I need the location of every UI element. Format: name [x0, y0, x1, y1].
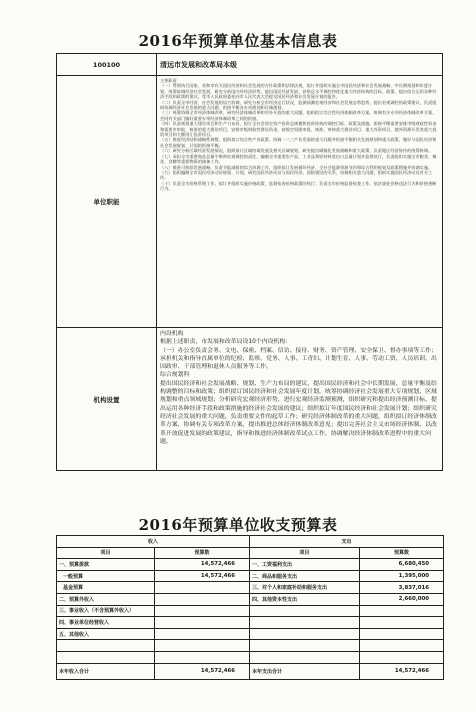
expense-header: 支出 [250, 536, 444, 548]
inst-para: 根据上述职责，市发展和改革局设10个内设机构： [160, 339, 292, 346]
table-row [57, 570, 444, 582]
expense-total: 14,572,466 [360, 663, 444, 679]
income-amount [155, 640, 250, 652]
expense-item-label [250, 628, 360, 640]
income-amount-header: 预算数 [155, 547, 250, 559]
income-item-label: 四、事业单位经营收入 [57, 617, 155, 629]
basic-info-table [56, 53, 443, 471]
inst-para: 综合规划科 [160, 372, 190, 379]
expense-amount [360, 640, 444, 652]
duty-para: （二）负责全市经济、社会发展的综合协调，研究分析全市经济运行状况，监测预测宏观经济和社会发展态势趋势，提出宏观调控的政策建议，负责组织协调经济社会发展的重大问题，衔接平衡各专项规划和区域规划。 [160, 99, 437, 111]
income-item-header: 项目 [57, 547, 155, 559]
duty-para: （五）推进经济结构战略性调整，组织拟订综合性产业政策，协调一二三产业发展的重大问题并衔接平衡相关发展规划和重大政策，做好与国民经济和社会发展规划、计划的衔接平衡。 [160, 137, 437, 148]
income-item-label: 一般预算 [57, 570, 155, 582]
income-amount: 14,572,466 [155, 570, 250, 582]
income-item-label [57, 651, 155, 663]
duty-para: （七）承担全市重要商品总量平衡和宏观调控的责任，编制全市重要农产品、工业品和原材料进出口总量计划并监督执行，负责组织实施全市粮食、棉花、食糖等重要物资的储备工作。 [160, 153, 437, 165]
inst-para: 内设机构 [160, 331, 184, 337]
inst-text [157, 328, 443, 471]
income-item-label: 五、其他收入 [57, 628, 155, 640]
expense-item-label [250, 640, 360, 652]
duty-para: 主要职责 [160, 78, 177, 83]
expense-amount: 2,660,000 [360, 593, 444, 605]
table-row [57, 605, 444, 617]
duty-para: （十）负责全市价格管理工作，拟订并组织实施价格政策，监督检查价格政策的执行；负责全市价格监督检查工作，依法查处价格违法行为和价格垄断行为。 [160, 180, 437, 192]
expense-amount-header: 预算数 [360, 547, 444, 559]
income-item-label: 基金预算 [57, 582, 155, 594]
page-title: 2016年预算单位基本信息表 [138, 32, 338, 50]
expense-amount [360, 617, 444, 629]
expense-total-label: 本年支出合计 [250, 663, 360, 679]
income-item-label [57, 640, 155, 652]
duty-para: （六）研究分析区域经济发展情况，组织拟订区域协调发展及相关区域规划，研究提出城镇化发展战略和重大政策，负责地区经济协作的统筹协调。 [160, 148, 433, 154]
expense-item-label [250, 605, 360, 617]
expense-amount [360, 605, 444, 617]
income-amount [155, 617, 250, 629]
unit-code: 100100 [57, 54, 157, 76]
duty-para: （九）组织编制全市国民经济动员规划、计划，研究国民经济动员与国民经济、国防建设的关系，协调相关重大问题，组织实施国民经济动员有关工作。 [160, 169, 433, 181]
table-row [57, 640, 444, 652]
expense-amount: 3,837,016 [360, 582, 444, 594]
income-header: 收入 [57, 536, 250, 548]
income-amount [155, 593, 250, 605]
table-row [57, 593, 444, 605]
income-amount [155, 605, 250, 617]
inst-para: （一）办公室负责会务、文电、保密、档案、信访、接待、财务、资产管理、安全保卫、督办事项等工作；承担机关和指导直属单位的纪检、监察、党务、人事、工青妇、计划生育、人事、劳动工资、人员培训、出国政审、干部管理和退休人员服务等工作。 [160, 347, 437, 371]
inst-label: 机构设置 [57, 328, 157, 471]
duty-para: （三）统筹协调全市经济体制改革，研究经济体制改革和对外开放的重大问题，组织拟订综合性经济体制改革方案，协调有关专项经济体制改革方案，会同有关部门搞好重要专项经济体制改革之间的衔接。 [160, 110, 437, 121]
expense-amount: 1,395,000 [360, 570, 444, 582]
income-item-label: 三、事业收入（不含预算外收入） [57, 605, 155, 617]
income-amount [155, 651, 250, 663]
duty-para: （一）贯彻执行国家、省和市有关国民经济和社会发展的方针政策和法律法规，拟订并组织实施全市国民经济和社会发展战略、中长期规划和年度计划，统筹协调经济社会发展，研究分析国内外经济形势，提出国民经济发展、价格总水平调控和优化重大经济结构的目标、政策，提出综合运用各种经济手段和政策的建议；受市人民政府委托向市人民代表大会提交国民经济和社会发展计划的报告。 [160, 83, 437, 100]
income-item-label: 一、预算拨款 [57, 559, 155, 571]
income-amount: 14,572,466 [155, 559, 250, 571]
duty-label: 单位职能 [57, 76, 157, 328]
budget-table [56, 535, 444, 680]
unit-name: 清远市发展和改革局本级 [157, 54, 443, 76]
table-row [57, 651, 444, 663]
expense-item-label: 二、商品和服务支出 [250, 570, 360, 582]
table-row [57, 628, 444, 640]
table-row [57, 617, 444, 629]
income-amount [155, 582, 250, 594]
inst-para: 提出国民经济和社会发展战略、规划、生产力布局的建议，提出国民经济和社会中长期发展、总量平衡及结构调整的目标和政策；组织拟订国民经济和社会发展年度计划，统筹协调经济社会发展重大专项规划、区域规划和重点领域规划；分析研究宏观经济形势，进行宏观经济监测预测，组织研究和提出经济预测目标，提出运用各种经济手段和政策措施的经济社会发展的建议；组织拟订年度国民经济和社会发展计划；组织研究经济社会发展的重大问题，负责重要文件的起草工作；研究经济体制改革的重大问题，组织拟订经济体制改革方案，协调有关专项改革方案，提出推进总体经济体制改革意见；提出完善社会主义市场经济体制、以改革开放促进发展的政策建议，指导和推进经济体制改革试点工作，协调解决经济体制改革进程中的重大问题。 [160, 380, 437, 445]
duty-text [157, 76, 443, 328]
budget-title: 2016年预算单位收支预算表 [138, 516, 338, 534]
duty-para: （八）推进可持续发展战略，负责节能减排的综合协调工作，组织拟订发展循环经济、全社会能源资源节约和综合利用规划及政策措施并协调实施。 [160, 164, 433, 170]
expense-item-label: 三、对个人和家庭补助和服务支出 [250, 582, 360, 594]
expense-item-label: 四、其他资本性支出 [250, 593, 360, 605]
income-total: 14,572,466 [155, 663, 250, 679]
expense-item-header: 项目 [250, 547, 360, 559]
expense-item-label: 一、工资福利支出 [250, 559, 360, 571]
expense-item-label [250, 651, 360, 663]
expense-item-label [250, 617, 360, 629]
table-row [57, 559, 444, 571]
income-total-label: 本年收入合计 [57, 663, 155, 679]
expense-amount [360, 651, 444, 663]
income-item-label: 二、预算外收入 [57, 593, 155, 605]
duty-para: （四）负责规划重大建设项目和生产力布局，拟订全社会固定资产投资总规模和投资结构的调控目标、政策及措施，衔接平衡需要安排市级财政性资金和需要市审批、核准的重大建设项目，安排市级财政性建设资金，按规定权限审批、核准、审核重大建设项目、重大外资项目、境外资源开发类重大投资项目和大额用汇投资项目。 [160, 121, 437, 138]
expense-amount: 6,680,450 [360, 559, 444, 571]
table-row [57, 582, 444, 594]
expense-amount [360, 628, 444, 640]
income-amount [155, 628, 250, 640]
